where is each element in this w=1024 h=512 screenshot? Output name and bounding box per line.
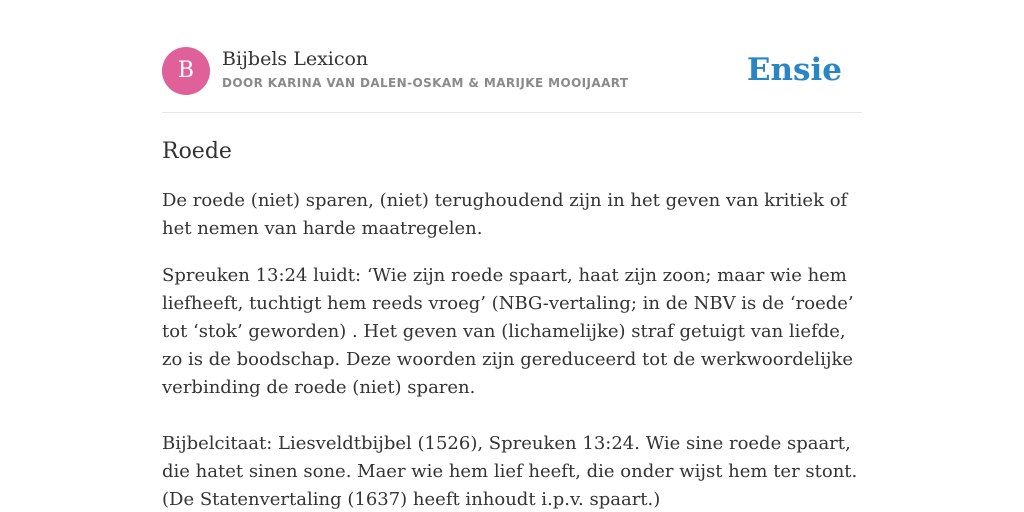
lexicon-avatar[interactable]: B (162, 47, 210, 95)
page-header (162, 47, 862, 113)
lexicon-title[interactable]: Bijbels Lexicon (222, 48, 369, 70)
lexicon-authors: DOOR KARINA VAN DALEN-OSKAM & MARIJKE MOOIJAART (222, 76, 629, 90)
entry-title: Roede (162, 139, 232, 164)
entry-paragraph-2: Bijbelcitaat: Liesveldtbijbel (1526), Spreuken 13:24. Wie sine roede spaart, die hatet sinen sone. Maer wie hem lief heeft, die onder wijst hem ter stont. (De Statenvertaling (1637) heeft inhoudt i.p.v. spaart.) (162, 433, 858, 510)
entry-definition: De roede (niet) sparen, (niet) terughoudend zijn in het geven van kritiek of het nemen van harde maatregelen. (162, 190, 848, 239)
brand-logo[interactable]: Ensie (746, 52, 842, 88)
paragraph-spacer (162, 402, 862, 430)
entry-paragraph-1: Spreuken 13:24 luidt: ‘Wie zijn roede spaart, haat zijn zoon; maar wie hem liefheeft, tuchtigt hem reeds vroeg’ (NBG-vertaling; in de NBV is de ‘roede’ tot ‘stok’ geworden) . Het geven van (lichamelijke) straf getuigt van liefde, zo is de boodschap. Deze woorden zijn gereduceerd tot de werkwoordelijke verbinding de roede (niet) sparen. (162, 265, 854, 398)
entry-content (162, 137, 862, 512)
